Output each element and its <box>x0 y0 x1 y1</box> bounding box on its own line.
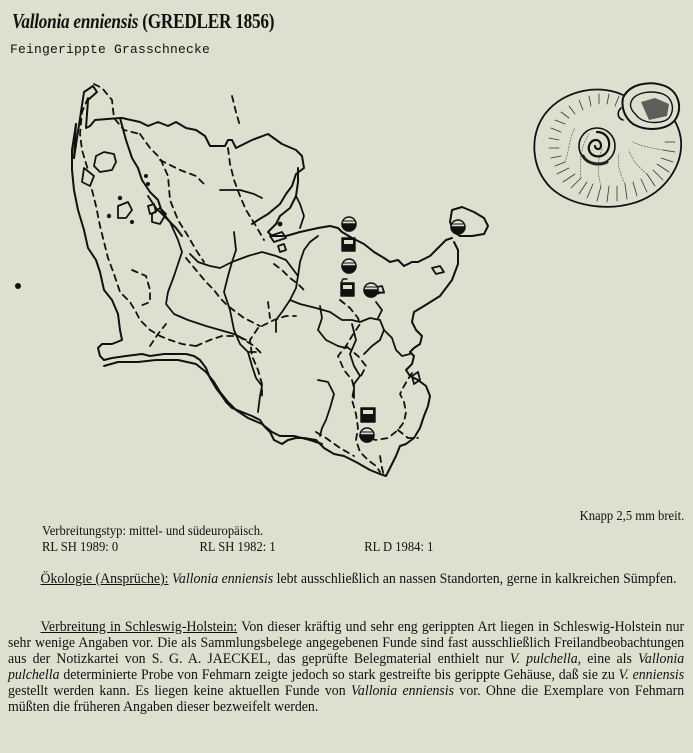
snail-shell-illustration <box>525 62 693 222</box>
red-list-sh-1989: RL SH 1989: 0 <box>42 540 119 555</box>
text-run: lebt ausschließlich an nassen Standorten, gerne in kalkreichen Sümpfen. <box>273 571 677 587</box>
red-list-row <box>42 540 433 556</box>
lakes <box>82 152 444 384</box>
ecology-paragraph <box>8 571 684 587</box>
text-run: Von dieser kräftig und sehr eng gerippten Art liegen in Schleswig-Holstein nur sehr wenige Angaben vor. Die als Sammlungsbelege angegebenen Funde sind fast ausschließlich Freilandbeobachtungen aus der Notizkartei von S. G. A. JAECKEL, das geprüfte Belegmaterial enthielt nur <box>8 619 685 667</box>
square-marker-icon <box>361 408 375 422</box>
species-name-italic: Vallonia pulchella <box>8 651 685 683</box>
red-list-sh-1982: RL SH 1982: 1 <box>199 540 276 555</box>
square-marker-icon <box>342 238 355 251</box>
text-run: vor. Ohne die Exemplare von Fehmarn müßten die früheren Angaben dieser bezweifelt werden. <box>8 683 685 715</box>
distribution-map <box>0 60 520 500</box>
verbreitungstyp: Verbreitungstyp: mittel- und südeuropäisch. <box>42 524 264 539</box>
text-run: , eine als <box>577 651 638 667</box>
coastline <box>72 86 488 476</box>
species-name-italic: V. pulchella <box>509 651 578 667</box>
species-title <box>12 9 274 34</box>
half-circle-marker-icon <box>360 428 374 442</box>
distribution-paragraph <box>8 619 684 715</box>
half-circle-marker-icon <box>342 217 356 231</box>
scan-speck <box>15 283 21 289</box>
distribution-meta <box>42 524 477 556</box>
species-name-italic: Vallonia enniensis <box>171 571 274 587</box>
red-list-d-1984: RL D 1984: 1 <box>364 540 434 555</box>
species-name-italic: V. enniensis <box>618 667 685 683</box>
species-name-italic: Vallonia enniensis <box>351 683 455 699</box>
common-name: Feingerippte Grasschnecke <box>10 42 211 57</box>
half-circle-marker-icon <box>451 220 465 234</box>
occurrence-markers <box>341 217 465 442</box>
distribution-heading: Verbreitung in Schleswig-Holstein: <box>40 619 238 635</box>
ecology-heading: Ökologie (Ansprüche): <box>40 571 169 587</box>
district-borders <box>148 190 410 436</box>
map-dots <box>107 174 283 226</box>
text-run: determinierte Probe von Fehmarn zeigte jedoch so stark gestreifte bis gerippte Gehäuse, daß sie zu <box>59 667 619 683</box>
text-run: gestellt werden kann. Es liegen keine aktuellen Funde von <box>8 683 352 699</box>
half-circle-marker-icon <box>342 259 356 273</box>
square-marker-icon <box>341 279 354 296</box>
scientific-name: Vallonia enniensis <box>12 9 139 33</box>
authority: (GREDLER 1856) <box>142 9 275 33</box>
size-caption: Knapp 2,5 mm breit. <box>579 509 684 524</box>
half-circle-marker-icon <box>364 283 384 297</box>
